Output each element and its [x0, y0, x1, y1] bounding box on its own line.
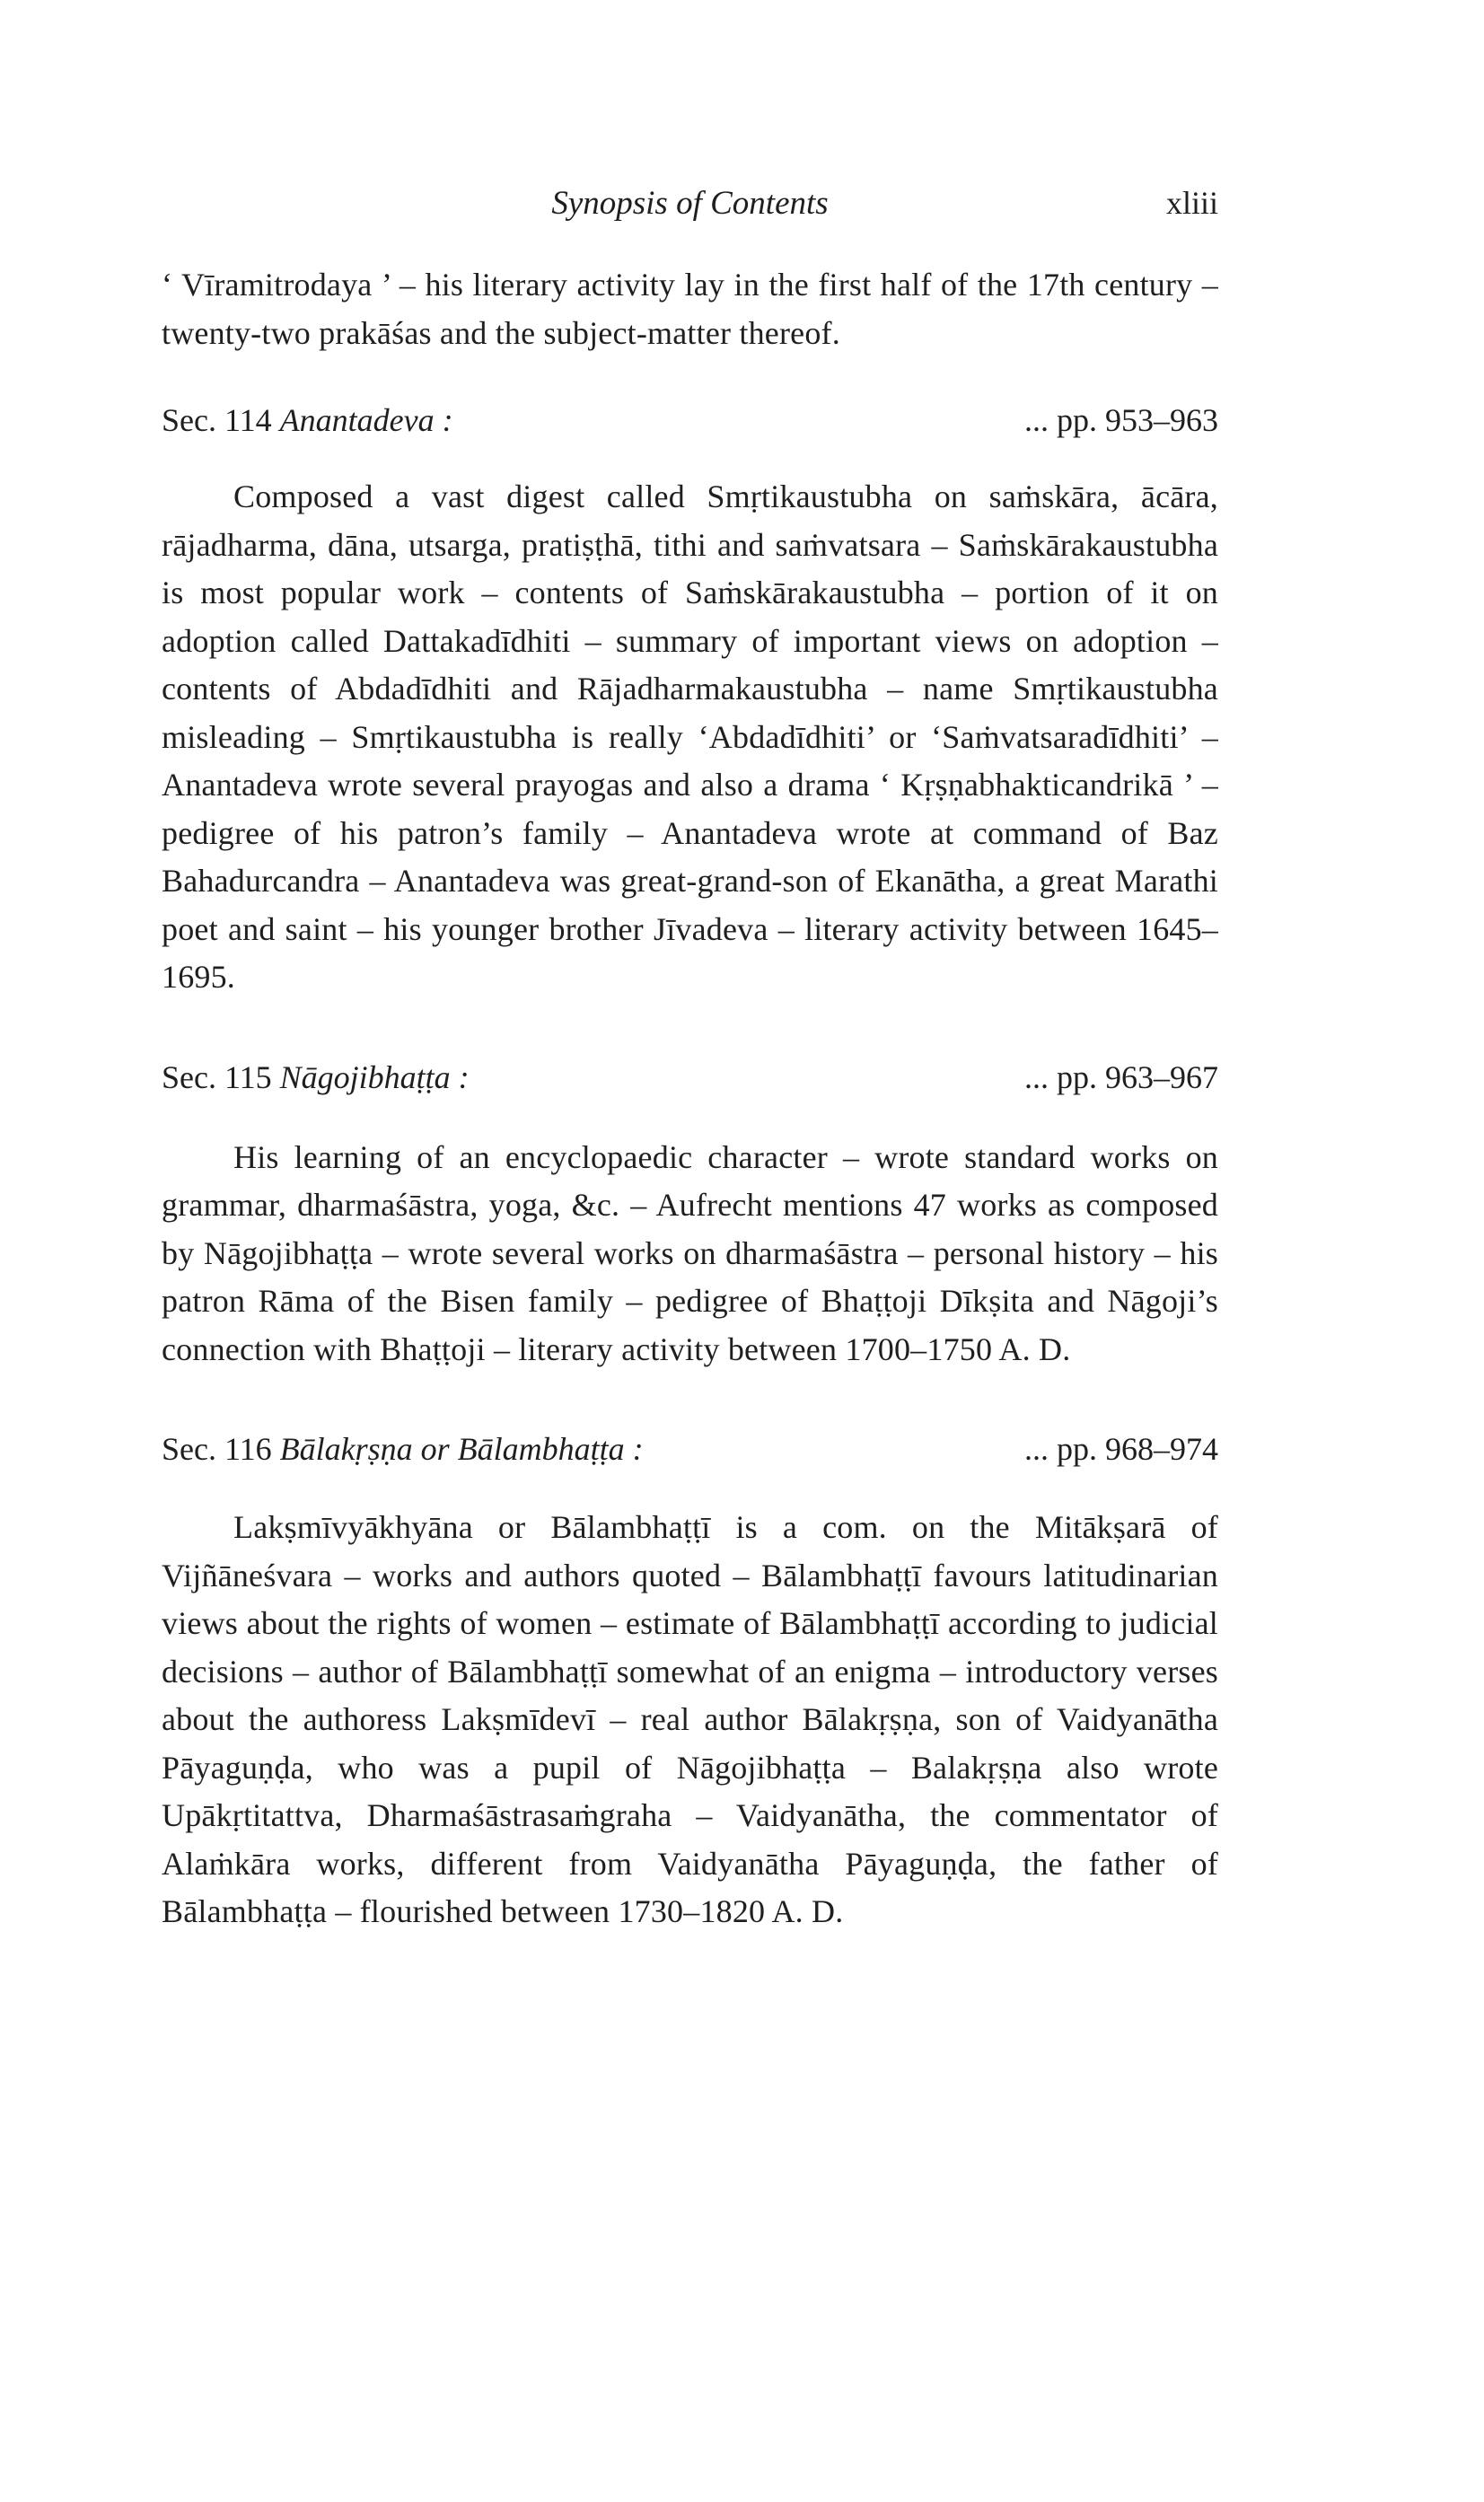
section-number: Sec. 116	[162, 1431, 272, 1467]
page-number: xliii	[1165, 185, 1218, 221]
running-title: Synopsis of Contents	[551, 185, 829, 222]
section-title: Anantadeva :	[279, 402, 453, 438]
section-heading-114	[162, 397, 1218, 444]
page	[162, 175, 1218, 1936]
intro-paragraph: ‘ Vīramitrodaya ’ – his literary activity lay in the first half of the 17th century – twenty-two prakāśas and the subject-matter thereof.	[162, 267, 1218, 351]
section-body-116: Lakṣmīvyākhyāna or Bālambhaṭṭī is a com. on the Mitākṣarā of Vijñāneśvara – works and authors quoted – Bālambhaṭṭī favours latitudinarian views about the rights of women – estimate of Bālambhaṭṭī according to judicial decisions – author of Bālambhaṭṭī somewhat of an enigma – introductory verses about the authoress Lakṣmīdevī – real author Bālakṛṣṇa, son of Vaidyanātha Pāyaguṇḍa, who was a pupil of Nāgojibhaṭṭa – Balakṛṣṇa also wrote Upākṛtitattva, Dharmaśāstrasaṁgraha – Vaidyanātha, the commentator of Alaṁkāra works, different from Vaidyanātha Pāyaguṇḍa, the father of Bālambhaṭṭa – flourished between 1730–1820 A. D.	[162, 1509, 1218, 1929]
section-heading-116	[162, 1426, 1218, 1473]
running-header	[162, 175, 1218, 229]
section-title: Bālakṛṣṇa or Bālambhaṭṭa :	[279, 1431, 644, 1467]
section-number: Sec. 115	[162, 1058, 272, 1095]
section-title: Nāgojibhaṭṭa :	[279, 1058, 470, 1095]
section-pages: ... pp. 968–974	[1024, 1431, 1218, 1467]
section-body-114: Composed a vast digest called Smṛtikaustubha on saṁskāra, ācāra, rājadharma, dāna, utsarga, pratiṣṭhā, tithi and saṁvatsara – Saṁskārakaustubha is most popular work – contents of Saṁskārakaustubha – portion of it on adoption called Dattakadīdhiti – summary of important views on adoption – contents of Abdadīdhiti and Rājadharmakaustubha – name Smṛtikaustubha misleading – Smṛtikaustubha is really ‘Abdadīdhiti’ or ‘Saṁvatsaradīdhiti’ – Anantadeva wrote several prayogas and also a drama ‘ Kṛṣṇabhakticandrikā ’ – pedigree of his patron’s family – Anantadeva wrote at command of Baz Bahadurcandra – Anantadeva was great-grand-son of Ekanātha, a great Marathi poet and saint – his younger brother Jīvadeva – literary activity between 1645–1695.	[162, 478, 1218, 995]
section-pages: ... pp. 953–963	[1024, 402, 1218, 438]
section-heading-115	[162, 1054, 1218, 1102]
section-number: Sec. 114	[162, 402, 272, 438]
section-body-115: His learning of an encyclopaedic character – wrote standard works on grammar, dharmaśāstra, yoga, &c. – Aufrecht mentions 47 works as composed by Nāgojibhaṭṭa – wrote several works on dharmaśāstra – personal history – his patron Rāma of the Bisen family – pedigree of Bhaṭṭoji Dīkṣita and Nāgoji’s connection with Bhaṭṭoji – literary activity between 1700–1750 A. D.	[162, 1138, 1218, 1367]
section-pages: ... pp. 963–967	[1024, 1058, 1218, 1095]
